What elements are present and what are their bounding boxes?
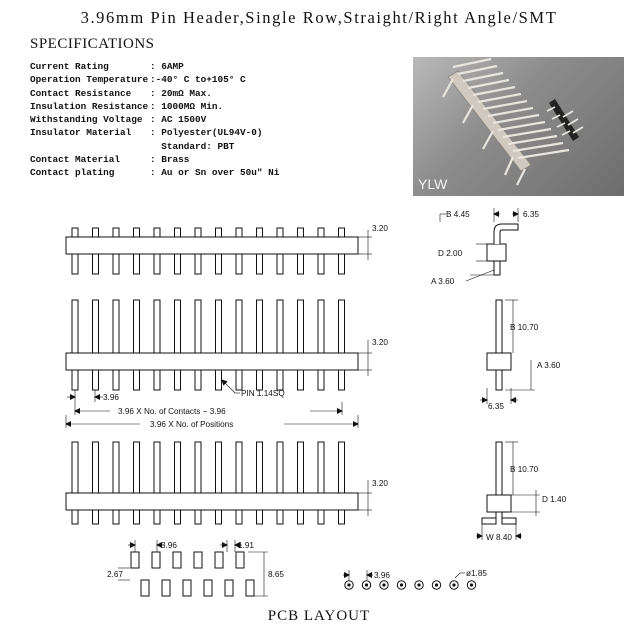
straight-pin-upper [257, 300, 263, 353]
top-pin [154, 228, 160, 237]
spec-value: :-40° C to+105° C [150, 74, 246, 86]
hole-dim-pitch: 3.96 [374, 571, 390, 580]
smt-pin-upper [154, 442, 160, 493]
straight-pin-lower [339, 370, 345, 390]
straight-pin-upper [113, 300, 119, 353]
top-pin [298, 228, 304, 237]
spec-label: Insulator Material [30, 127, 132, 139]
straight-header-view [66, 300, 388, 429]
straight-pin-upper [195, 300, 201, 353]
pcb-hole-center [452, 583, 455, 586]
top-pin [195, 228, 201, 237]
straight-pin-lower [195, 370, 201, 390]
pcb-hole-center [400, 583, 403, 586]
straight-pin-lower [277, 370, 283, 390]
spec-label: Contact Material [30, 154, 121, 166]
pcb-pads-top-row [131, 552, 244, 568]
page-title: 3.96mm Pin Header,Single Row,Straight/Right Angle/SMT [80, 8, 558, 27]
dim-label-b-4-45: B 4.45 [446, 210, 470, 219]
top-pin-lead [298, 254, 304, 274]
pcb-layout-title: PCB LAYOUT [267, 608, 371, 624]
smt-pin-upper [339, 442, 345, 493]
straight-pin-upper [175, 300, 181, 353]
smt-pin-upper [72, 442, 78, 493]
top-pin-lead [339, 254, 345, 274]
pcb-pad-bottom [225, 580, 233, 596]
smt-pin-lower [277, 510, 283, 524]
pcb-hole-layout [343, 569, 487, 589]
smt-pin-upper [175, 442, 181, 493]
smt-pin-upper [318, 442, 324, 493]
spec-value: : 6AMP [150, 61, 184, 72]
top-pin [257, 228, 263, 237]
smt-pin-lower [134, 510, 140, 524]
spec-value: : 1000MΩ Min. [150, 100, 224, 112]
straight-pin-lower [113, 370, 119, 390]
straight-pin-upper [277, 300, 283, 353]
spec-label: Contact Resistance [30, 87, 132, 99]
smt-pin-upper [236, 442, 242, 493]
straight-pin-lower [72, 370, 78, 390]
dim-label-pin-size: PIN 1.14SQ [241, 389, 285, 398]
photo-brand-label: YLW [418, 176, 448, 192]
dim-label-d-1-40: D 1.40 [542, 495, 567, 504]
smt-pin-lower [93, 510, 99, 524]
top-pin [175, 228, 181, 237]
pcb-hole-center [470, 583, 473, 586]
straight-pin-lower [175, 370, 181, 390]
smt-pin-upper [216, 442, 222, 493]
smt-pin-upper [298, 442, 304, 493]
smt-pin-lower [236, 510, 242, 524]
top-pin [339, 228, 345, 237]
pcb-dim-pad-gap: 2.67 [107, 570, 123, 579]
pcb-pads-bottom-row [141, 580, 254, 596]
pcb-dim-span: 8.65 [268, 570, 284, 579]
top-pin-lead [257, 254, 263, 274]
smt-pin-lower [298, 510, 304, 524]
smt-pin-upper [93, 442, 99, 493]
pcb-pad-top [236, 552, 244, 568]
top-pin-lead [195, 254, 201, 274]
pcb-pad-bottom [204, 580, 212, 596]
pcb-pad-bottom [183, 580, 191, 596]
smt-pin-lower [257, 510, 263, 524]
pcb-pad-top [194, 552, 202, 568]
dim-label-d-2-00: D 2.00 [438, 249, 463, 258]
straight-pin-lower [257, 370, 263, 390]
top-pin-lead [72, 254, 78, 274]
pcb-pad-top [215, 552, 223, 568]
pcb-hole-center [347, 583, 350, 586]
pcb-pad-layout [107, 540, 284, 596]
pcb-holes [345, 581, 476, 589]
dim-label-contacts: 3.96 X No. of Contacts − 3.96 [118, 407, 226, 416]
dim-label-b-10-70: B 10.70 [510, 323, 539, 332]
smt-side-view [476, 442, 567, 542]
straight-pin-lower [298, 370, 304, 390]
smt-pin-lower [72, 510, 78, 524]
smt-pin-lower [339, 510, 345, 524]
pcb-pad-top [173, 552, 181, 568]
top-pin-lead [318, 254, 324, 274]
pcb-hole-center [365, 583, 368, 586]
straight-pin-lower [134, 370, 140, 390]
smt-pin-upper [195, 442, 201, 493]
smt-pin-lower [175, 510, 181, 524]
straight-pin-upper [134, 300, 140, 353]
top-view-header [66, 224, 388, 274]
pcb-pad-bottom [246, 580, 254, 596]
top-pin [93, 228, 99, 237]
straight-pin-lower [216, 370, 222, 390]
straight-pin-lower [236, 370, 242, 390]
top-pin [134, 228, 140, 237]
pcb-pad-top [131, 552, 139, 568]
spec-value: : Au or Sn over 50u" Ni [150, 167, 280, 179]
pcb-dim-pitch: 3.96 [161, 541, 177, 550]
smt-pin-lower [113, 510, 119, 524]
spec-value: : Polyester(UL94V-0) [150, 127, 263, 139]
straight-pin-upper [154, 300, 160, 353]
smt-pin-lower [216, 510, 222, 524]
pcb-pad-top [152, 552, 160, 568]
top-pin-lead [154, 254, 160, 274]
pcb-pad-bottom [162, 580, 170, 596]
dim-label-a-3-60-top: A 3.60 [431, 277, 455, 286]
spec-value: Standard: PBT [150, 140, 235, 152]
smt-header-view [66, 442, 388, 524]
spec-value: : AC 1500V [150, 114, 207, 126]
straight-side-view [480, 300, 561, 411]
straight-header-pins [72, 300, 345, 390]
smt-pin-lower [154, 510, 160, 524]
dim-label-w-8-40: W 8.40 [486, 533, 512, 542]
spec-label: Current Rating [30, 61, 109, 72]
spec-label: Contact plating [30, 167, 115, 179]
smt-header-pins [72, 442, 345, 524]
straight-pin-upper [339, 300, 345, 353]
top-pin-lead [93, 254, 99, 274]
spec-label: Insulation Resistance [30, 100, 149, 112]
straight-pin-lower [318, 370, 324, 390]
dim-label-6-35-bottom: 6.35 [488, 402, 504, 411]
dim-label-b-10-70-smt: B 10.70 [510, 465, 539, 474]
straight-pin-upper [236, 300, 242, 353]
top-pin-lead [277, 254, 283, 274]
top-pin [72, 228, 78, 237]
spec-label: Operation Temperature [30, 74, 149, 86]
pcb-hole-center [382, 583, 385, 586]
dim-label-3-20-smt: 3.20 [372, 479, 388, 488]
spec-label: Withstanding Voltage [30, 114, 143, 126]
top-pin [277, 228, 283, 237]
specifications-heading: SPECIFICATIONS [30, 36, 155, 52]
dim-label-pitch-3-96: 3.96 [103, 393, 119, 402]
spec-value: : 20mΩ Max. [150, 87, 212, 99]
top-pin [113, 228, 119, 237]
pcb-hole-center [417, 583, 420, 586]
smt-pin-upper [113, 442, 119, 493]
straight-pin-upper [93, 300, 99, 353]
straight-pin-upper [298, 300, 304, 353]
smt-pin-upper [134, 442, 140, 493]
right-angle-side-view [431, 208, 539, 286]
smt-pin-lower [195, 510, 201, 524]
dim-label-positions: 3.96 X No. of Positions [150, 420, 234, 429]
straight-pin-lower [93, 370, 99, 390]
top-pin-lead [134, 254, 140, 274]
dim-label-a-3-60: A 3.60 [537, 361, 561, 370]
dim-label-3-20-straight: 3.20 [372, 338, 388, 347]
smt-pin-lower [318, 510, 324, 524]
top-pin-lead [216, 254, 222, 274]
pcb-pad-bottom [141, 580, 149, 596]
hole-dim-diameter: ø1.85 [466, 569, 487, 578]
straight-pin-upper [72, 300, 78, 353]
dim-label-3-20-top: 3.20 [372, 224, 388, 233]
straight-pin-lower [154, 370, 160, 390]
top-pin-lead [113, 254, 119, 274]
top-pin [216, 228, 222, 237]
dim-label-6-35-top: 6.35 [523, 210, 539, 219]
smt-pin-upper [277, 442, 283, 493]
straight-pin-upper [318, 300, 324, 353]
pcb-hole-center [435, 583, 438, 586]
straight-pin-upper [216, 300, 222, 353]
smt-pin-upper [257, 442, 263, 493]
top-pin [236, 228, 242, 237]
pcb-dim-pad-width: 1.91 [238, 541, 254, 550]
top-pin-lead [175, 254, 181, 274]
spec-value: : Brass [150, 154, 190, 166]
top-pin-lead [236, 254, 242, 274]
top-pin [318, 228, 324, 237]
